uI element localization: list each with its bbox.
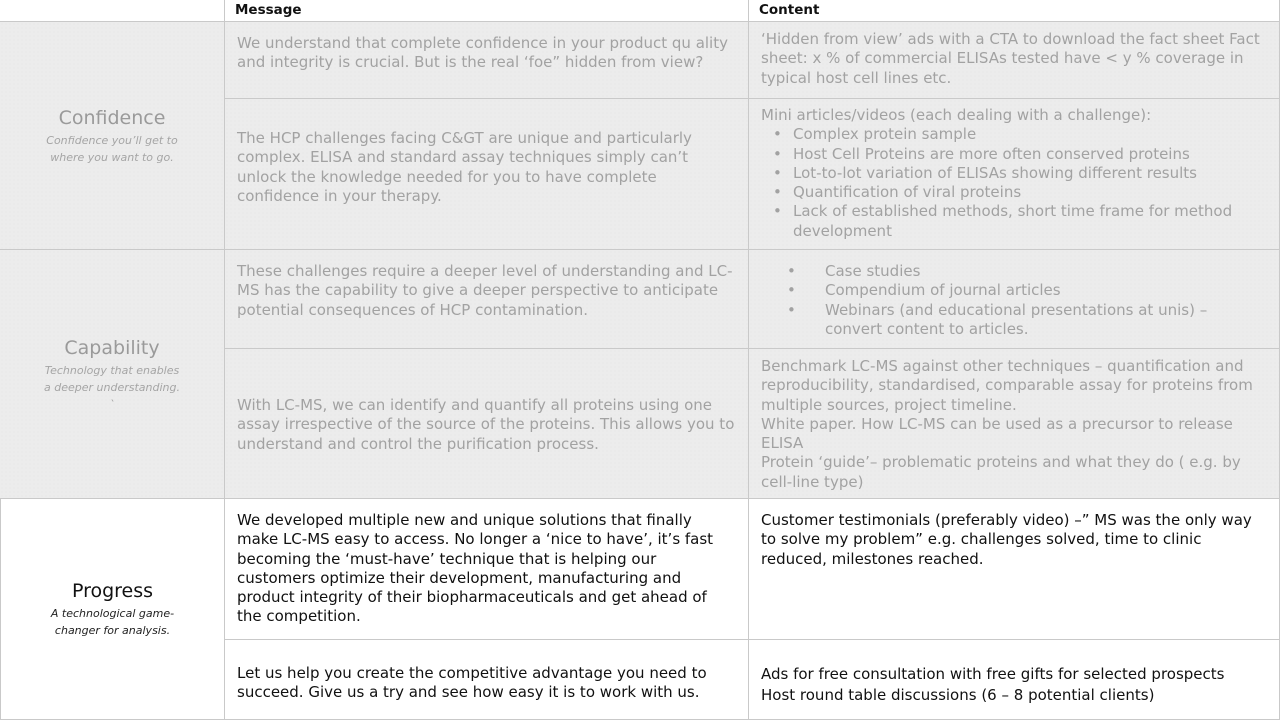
confidence-message-2 xyxy=(225,99,749,250)
row-label-progress xyxy=(0,499,225,720)
confidence-message-1 xyxy=(225,22,749,99)
progress-message-1-text: We developed multiple new and unique solutions that finally make LC-MS easy to access. No longer a ‘nice to have’, it’s fast becoming the ‘must-have’ technique that is helping our customers optimize their development, manufacturing and product integrity of their biopharmaceuticals and get ahead of the competition. xyxy=(237,511,714,626)
confidence-content-1 xyxy=(749,22,1280,99)
row-title-capability: Capability xyxy=(64,336,160,359)
header-content: Content xyxy=(749,0,1280,22)
row-subtitle-confidence: Confidence you’ll get to where you want to go. xyxy=(46,133,178,164)
progress-message-2-text: Let us help you create the competitive advantage you need to succeed. Give us a try and see how easy it is to work with us. xyxy=(237,664,707,702)
confidence-content-2-intro: Mini articles/videos (each dealing with a challenge): xyxy=(761,106,1152,124)
capability-content-2-line: White paper. How LC-MS can be used as a precursor to release ELISA xyxy=(761,414,1233,453)
header-blank xyxy=(0,0,225,22)
row-subtitle-progress: A technological game-changer for analysis. xyxy=(50,607,175,637)
capability-message-2-text: With LC-MS, we can identify and quantify all proteins using one assay irrespective of the source of the proteins. This allows you to understand and control the purification process. xyxy=(237,396,735,453)
confidence-content-1-text: ‘Hidden from view’ ads with a CTA to download the fact sheet Fact sheet: x % of commercial ELISAs tested have < y % coverage in typical host cell lines etc. xyxy=(761,30,1260,87)
list-item: • Quantification of viral proteins xyxy=(793,183,1267,202)
progress-content-2 xyxy=(749,640,1280,720)
capability-resource-list xyxy=(761,262,1267,339)
list-item: • Complex protein sample xyxy=(793,125,1267,144)
capability-message-2 xyxy=(225,349,749,499)
capability-content-2 xyxy=(749,349,1280,499)
confidence-content-2 xyxy=(749,99,1280,250)
capability-content-2-line: Protein ‘guide’– problematic proteins and what they do ( e.g. by cell-line type) xyxy=(761,453,1241,491)
list-item: • Case studies xyxy=(825,262,1267,281)
progress-content-1-text: Customer testimonials (preferably video) –” MS was the only way to solve my problem” e.g. challenges solved, time to clinic reduced, milestones reached. xyxy=(761,511,1252,568)
list-item: • Host Cell Proteins are more often conserved proteins xyxy=(793,145,1267,164)
row-subtitle-capability: Technology that enables a deeper understanding. ` xyxy=(44,363,180,411)
row-title-progress: Progress xyxy=(71,580,154,602)
row-title-confidence: Confidence xyxy=(58,106,166,129)
row-label-confidence xyxy=(0,22,225,250)
list-item: • Compendium of journal articles xyxy=(825,281,1267,300)
progress-content-2-line: Ads for free consultation with free gifts for selected prospects xyxy=(761,665,1225,683)
progress-message-1 xyxy=(225,499,749,640)
capability-message-1-text: These challenges require a deeper level of understanding and LC-MS has the capability to give a deeper perspective to anticipate potential consequences of HCP contamination. xyxy=(237,262,733,319)
capability-message-1 xyxy=(225,250,749,349)
list-item: • Lack of established methods, short time frame for method development xyxy=(793,202,1267,241)
capability-content-2-line: Benchmark LC-MS against other techniques – quantification and reproducibility, standardised, comparable assay for proteins from multiple sources, project timeline. xyxy=(761,357,1253,414)
confidence-message-1-text: We understand that complete confidence in your product qu ality and integrity is crucial. But is the real ‘foe” hidden from view? xyxy=(237,34,728,72)
progress-message-2 xyxy=(225,640,749,720)
list-item: • Webinars (and educational presentations at unis) – convert content to articles. xyxy=(825,301,1267,340)
confidence-message-2-text: The HCP challenges facing C&GT are unique and particularly complex. ELISA and standard assay techniques simply can’t unlock the knowledge needed for you to have complete confidence in your therapy. xyxy=(237,129,692,205)
progress-content-2-line: Host round table discussions (6 – 8 potential clients) xyxy=(761,686,1155,704)
list-item: • Lot-to-lot variation of ELISAs showing different results xyxy=(793,164,1267,183)
progress-content-1 xyxy=(749,499,1280,640)
capability-content-1 xyxy=(749,250,1280,349)
header-message: Message xyxy=(225,0,749,22)
row-label-capability xyxy=(0,250,225,499)
confidence-challenge-list xyxy=(761,125,1267,241)
